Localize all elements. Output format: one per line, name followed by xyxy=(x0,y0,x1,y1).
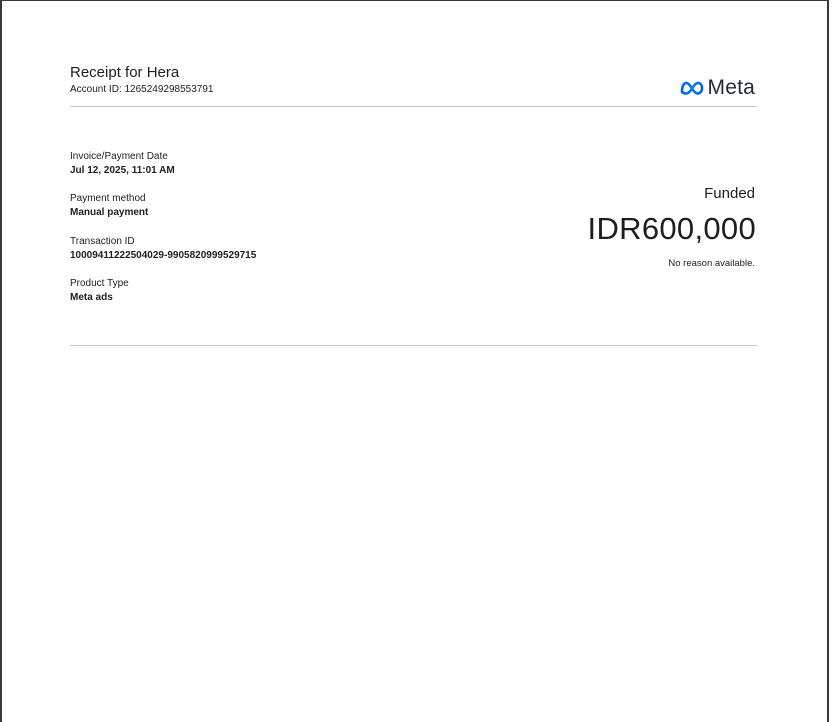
payment-method-value: Manual payment xyxy=(70,207,149,218)
transaction-id-field xyxy=(70,235,256,262)
transaction-id-label: Transaction ID xyxy=(70,236,135,247)
payment-status: Funded xyxy=(704,185,755,202)
status-reason: No reason available. xyxy=(668,258,755,269)
invoice-date-label: Invoice/Payment Date xyxy=(70,151,168,162)
invoice-date-value: Jul 12, 2025, 11:01 AM xyxy=(70,165,175,176)
meta-logo xyxy=(679,77,756,98)
product-type-field xyxy=(70,277,129,304)
meta-wordmark: Meta xyxy=(707,76,755,99)
invoice-date-field xyxy=(70,150,175,177)
account-id: Account ID: 1265249298553791 xyxy=(70,84,214,95)
product-type-label: Product Type xyxy=(70,278,129,289)
receipt-title: Receipt for Hera xyxy=(70,64,180,81)
meta-infinity-icon xyxy=(679,80,705,96)
payment-method-field xyxy=(70,192,148,219)
payment-method-label: Payment method xyxy=(70,193,146,204)
product-type-value: Meta ads xyxy=(70,292,113,303)
payment-amount: IDR600,000 xyxy=(587,211,756,246)
footer-divider xyxy=(70,345,757,346)
header-divider xyxy=(70,106,757,107)
transaction-id-value: 10009411222504029-9905820999529715 xyxy=(70,250,257,261)
